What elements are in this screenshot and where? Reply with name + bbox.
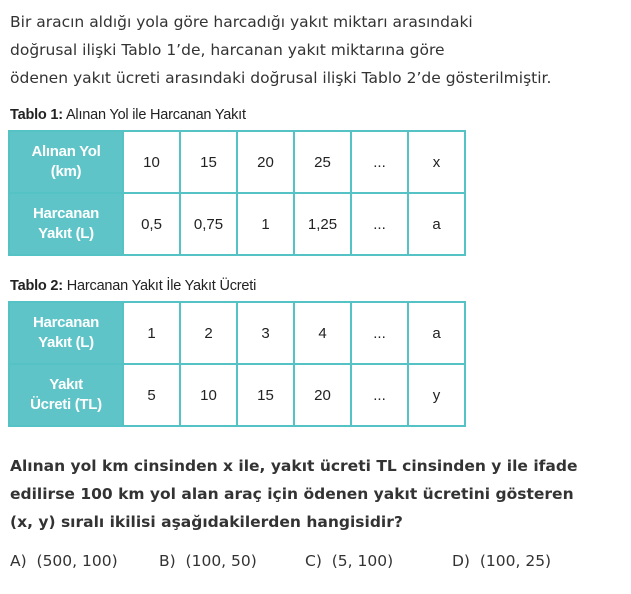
table-cell: 0,75 [180, 193, 237, 255]
answer-option-b[interactable] [159, 552, 257, 570]
question-line: Alınan yol km cinsinden x ile, yakıt ücreti TL cinsinden y ile ifade [10, 457, 578, 475]
question-line: (x, y) sıralı ikilisi aşağıdakilerden hangisidir? [10, 513, 403, 531]
table-cell: ... [351, 302, 408, 364]
answer-label: D) [452, 552, 470, 570]
table1-row-distance [9, 131, 465, 193]
answer-value: (100, 25) [479, 552, 552, 570]
answer-label: C) [305, 552, 322, 570]
table2-row-cost [9, 364, 465, 426]
intro-line: doğrusal ilişki Tablo 1’de, harcanan yakıt miktarına göre [10, 41, 445, 59]
table1-header-distance: Alınan Yol (km) [9, 131, 123, 193]
table-cell: ... [351, 131, 408, 193]
answer-label: B) [159, 552, 176, 570]
table-cell: 0,5 [123, 193, 180, 255]
table-cell: 5 [123, 364, 180, 426]
table1-caption-label: Tablo 1: [10, 107, 63, 123]
intro-line: Bir aracın aldığı yola göre harcadığı yakıt miktarı arasındaki [10, 13, 473, 31]
table-cell: a [408, 193, 465, 255]
intro-text [10, 8, 625, 92]
table-cell: 3 [237, 302, 294, 364]
question-text [10, 452, 625, 536]
table2-header-cost: Yakıt Ücreti (TL) [9, 364, 123, 426]
table1 [8, 130, 466, 256]
table-cell: 2 [180, 302, 237, 364]
table2-caption-label: Tablo 2: [10, 278, 63, 294]
table-cell: 15 [237, 364, 294, 426]
table-cell: 1 [123, 302, 180, 364]
answer-label: A) [10, 552, 27, 570]
table1-header-fuel: Harcanan Yakıt (L) [9, 193, 123, 255]
table-cell: a [408, 302, 465, 364]
table2-caption-text: Harcanan Yakıt İle Yakıt Ücreti [62, 278, 257, 294]
table-cell: ... [351, 193, 408, 255]
table-cell: 1 [237, 193, 294, 255]
table-cell: y [408, 364, 465, 426]
table2-header-fuel: Harcanan Yakıt (L) [9, 302, 123, 364]
table-cell: 10 [180, 364, 237, 426]
table-cell: 10 [123, 131, 180, 193]
table2-row-fuel [9, 302, 465, 364]
answer-option-d[interactable] [452, 552, 551, 570]
question-line: edilirse 100 km yol alan araç için ödenen yakıt ücretini gösteren [10, 485, 574, 503]
table2 [8, 301, 466, 427]
answer-value: (100, 50) [185, 552, 257, 570]
table-cell: 1,25 [294, 193, 351, 255]
table-cell: x [408, 131, 465, 193]
answer-option-c[interactable] [305, 552, 393, 570]
table-cell: 25 [294, 131, 351, 193]
table-cell: 4 [294, 302, 351, 364]
table-cell: ... [351, 364, 408, 426]
answer-option-a[interactable] [10, 552, 118, 570]
intro-line: ödenen yakıt ücreti arasındaki doğrusal ilişki Tablo 2’de gösterilmiştir. [10, 69, 552, 87]
table-cell: 20 [237, 131, 294, 193]
table2-caption [10, 278, 256, 294]
table1-caption [10, 107, 246, 123]
answer-value: (500, 100) [36, 552, 118, 570]
table1-row-fuel [9, 193, 465, 255]
table-cell: 20 [294, 364, 351, 426]
table-cell: 15 [180, 131, 237, 193]
answer-value: (5, 100) [331, 552, 394, 570]
table1-caption-text: Alınan Yol ile Harcanan Yakıt [62, 107, 246, 123]
